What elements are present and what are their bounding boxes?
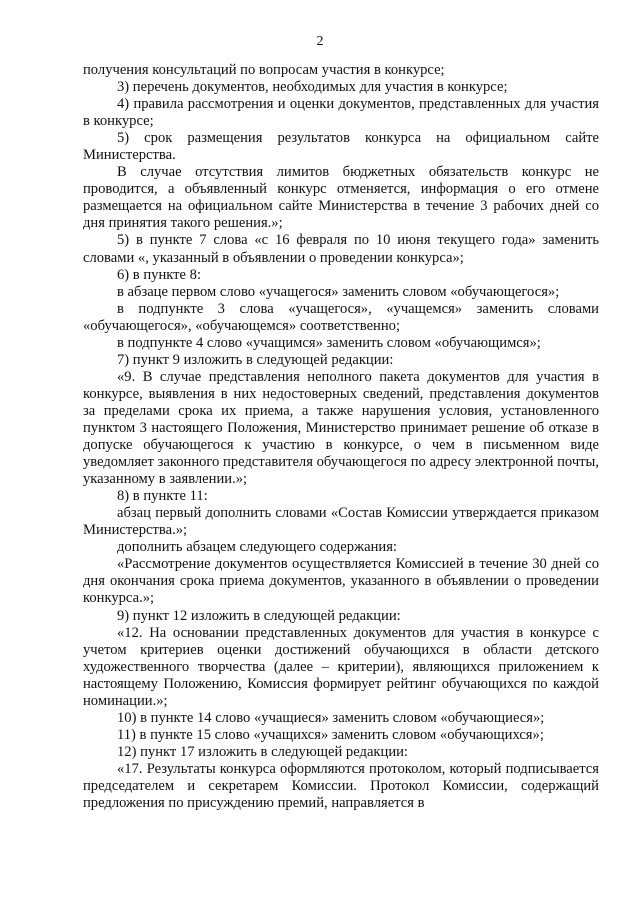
- paragraph: 8) в пункте 11:: [117, 488, 208, 505]
- paragraph: 6) в пункте 8:: [117, 266, 202, 283]
- page-number: 2: [316, 34, 324, 49]
- paragraph: 7) пункт 9 изложить в следующей редакции:: [117, 351, 394, 368]
- paragraph: в подпункте 3 слова «учащегося», «учащемся» заменить словами «обучающегося», «обучающемся» соответственно;: [83, 300, 599, 334]
- paragraph: абзац первый дополнить словами «Состав Комиссии утверждается приказом Министерства.»;: [83, 505, 599, 539]
- paragraph: «9. В случае представления неполного пакета документов для участия в конкурсе, выявления в них недостоверных сведений, представления документов за пределами срока их приема, а также нарушения условия, установленного пунктом 3 настоящего Положения, Министерство принимает решение об отказе в допуске обучающегося к участию в конкурсе, о чем в письменном виде уведомляет законного представителя обучающегося по адресу электронной почты, указанному в заявлении.»;: [83, 368, 599, 488]
- paragraph: 12) пункт 17 изложить в следующей редакции:: [117, 743, 408, 760]
- paragraph: 4) правила рассмотрения и оценки документов, представленных для участия в конкурсе;: [83, 96, 599, 130]
- paragraph: 10) в пункте 14 слово «учащиеся» заменить словом «обучающиеся»;: [117, 709, 545, 726]
- paragraph: «17. Результаты конкурса оформляются протоколом, который подписывается председателем и секретарем Комиссии. Протокол Комиссии, содержащий предложения по присуждению премий, направляется в: [83, 760, 599, 812]
- paragraph: получения консультаций по вопросам участия в конкурсе;: [83, 62, 445, 78]
- paragraph: в подпункте 4 слово «учащимся» заменить словом «обучающимся»;: [117, 334, 541, 351]
- paragraph: 3) перечень документов, необходимых для участия в конкурсе;: [117, 79, 508, 96]
- paragraph: «12. На основании представленных документов для участия в конкурсе с учетом критериев оценки достижений обучающихся в области детского художественного творчества (далее – критерии), являющихся приложением к настоящему Положению, Комиссия формирует рейтинг обучающихся по каждой номинации.»;: [83, 624, 599, 709]
- document-body: [83, 62, 599, 812]
- paragraph: в абзаце первом слово «учащегося» заменить словом «обучающегося»;: [117, 283, 560, 300]
- paragraph: В случае отсутствия лимитов бюджетных обязательств конкурс не проводится, а объявленный конкурс отменяется, информация о его отмене размещается на официальном сайте Министерства в течение 3 рабочих дней со дня принятия такого решения.»;: [83, 164, 599, 232]
- paragraph: 5) срок размещения результатов конкурса на официальном сайте Министерства.: [83, 130, 599, 164]
- paragraph: 11) в пункте 15 слово «учащихся» заменить словом «обучающихся»;: [117, 726, 544, 743]
- paragraph: дополнить абзацем следующего содержания:: [117, 539, 397, 556]
- paragraph: 9) пункт 12 изложить в следующей редакции:: [117, 607, 401, 624]
- paragraph: «Рассмотрение документов осуществляется Комиссией в течение 30 дней со дня окончания срока приема документов, указанного в объявлении о проведении конкурса.»;: [83, 556, 599, 607]
- paragraph: 5) в пункте 7 слова «с 16 февраля по 10 июня текущего года» заменить словами «, указанный в объявлении о проведении конкурса»;: [83, 232, 599, 266]
